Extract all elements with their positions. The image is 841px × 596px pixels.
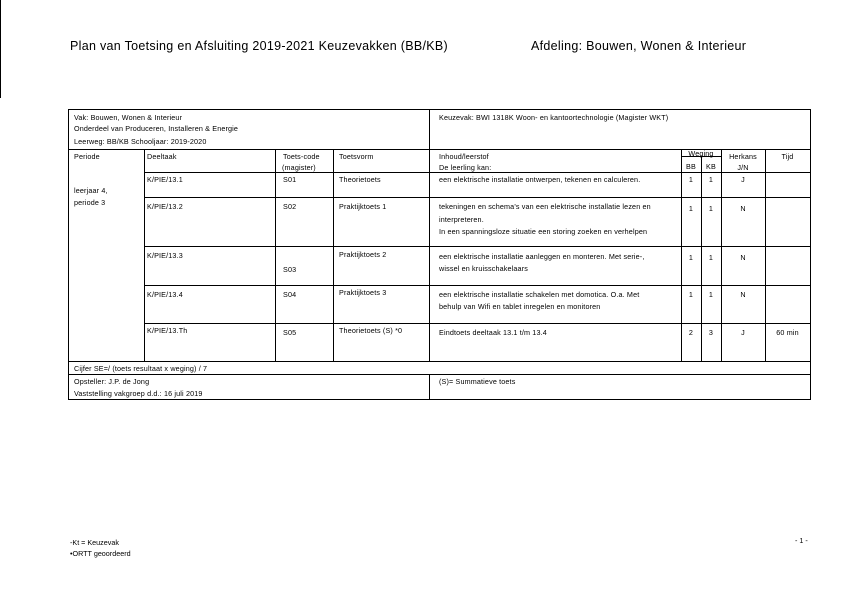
page-edge-line xyxy=(0,0,1,98)
row2-inhoud-2: interpreteren. xyxy=(439,215,484,224)
row1-deeltaak: K/PIE/13.1 xyxy=(147,175,183,184)
info-keuzevak: Keuzevak: BWI 1318K Woon- en kantoortechnologie (Magister WKT) xyxy=(439,113,669,122)
periode-line-1: leerjaar 4, xyxy=(74,186,108,195)
row1-code: S01 xyxy=(283,175,297,184)
col-inhoud: Inhoud/leerstof xyxy=(439,152,489,161)
row3-code: S03 xyxy=(283,265,297,274)
summatief-legend: (S)= Summatieve toets xyxy=(439,377,516,386)
cijfer-formula: Cijfer SE=/ (toets resultaat x weging) / 7 xyxy=(74,364,208,373)
row-divider-3 xyxy=(144,285,810,286)
periode-line-2: periode 3 xyxy=(74,198,106,207)
row2-bb: 1 xyxy=(688,204,694,213)
col-herkans: Herkans xyxy=(729,152,757,161)
row1-inhoud: een elektrische installatie ontwerpen, tekenen en calculeren. xyxy=(439,175,641,184)
col-bb: BB xyxy=(686,162,696,171)
row3-inhoud-1: een elektrische installatie aanleggen en monteren. Met serie-, xyxy=(439,252,645,261)
row5-vorm: Theorietoets (S) *0 xyxy=(339,326,403,335)
footnote-ortt: •ORTT geoordeerd xyxy=(70,549,131,558)
footnote-keuzevak: -Kt = Keuzevak xyxy=(70,538,119,547)
row5-herkans: J xyxy=(741,328,745,337)
row4-code: S04 xyxy=(283,290,297,299)
info-vak: Vak: Bouwen, Wonen & Interieur xyxy=(74,113,183,122)
row4-herkans: N xyxy=(740,290,746,299)
col-toetsvorm: Toetsvorm xyxy=(339,152,374,161)
row5-inhoud: Eindtoets deeltaak 13.1 t/m 13.4 xyxy=(439,328,547,337)
row2-code: S02 xyxy=(283,202,297,211)
row4-vorm: Praktijktoets 3 xyxy=(339,288,387,297)
page-number: - 1 - xyxy=(795,536,808,545)
opsteller: Opsteller: J.P. de Jong xyxy=(74,377,150,386)
row2-kb: 1 xyxy=(708,204,714,213)
row-divider-opsteller xyxy=(69,374,810,375)
ptа-table xyxy=(68,109,811,400)
info-leerweg: Leerweg: BB/KB Schooljaar: 2019-2020 xyxy=(74,137,207,146)
row4-deeltaak: K/PIE/13.4 xyxy=(147,290,183,299)
col-deeltaak: Deeltaak xyxy=(147,152,177,161)
col-weging: Weging xyxy=(688,149,714,158)
page-title: Plan van Toetsing en Afsluiting 2019-2021 Keuzevakken (BB/KB) xyxy=(70,39,449,53)
col-periode-divider xyxy=(144,149,145,361)
row2-herkans: N xyxy=(740,204,746,213)
row-divider-4 xyxy=(144,323,810,324)
col-code-divider xyxy=(333,149,334,361)
row1-vorm: Theorietoets xyxy=(339,175,381,184)
afdeling-title: Afdeling: Bouwen, Wonen & Interieur xyxy=(531,39,747,53)
row4-inhoud-2: behulp van Wifi en tablet inregelen en monitoren xyxy=(439,302,601,311)
row4-bb: 1 xyxy=(688,290,694,299)
row3-inhoud-2: wissel en kruisschakelaars xyxy=(439,264,528,273)
row3-bb: 1 xyxy=(688,253,694,262)
info-keuzevak-divider xyxy=(429,110,430,361)
row5-kb: 3 xyxy=(708,328,714,337)
col-deeltaak-divider xyxy=(275,149,276,361)
col-periode: Periode xyxy=(74,152,100,161)
col-toetscode: Toets-code xyxy=(283,152,320,161)
row2-inhoud-3: In een spanningsloze situatie een storing zoeken en verhelpen xyxy=(439,227,648,236)
row3-vorm: Praktijktoets 2 xyxy=(339,250,387,259)
row2-vorm: Praktijktoets 1 xyxy=(339,202,387,211)
row-divider-columns xyxy=(144,172,810,173)
row5-code: S05 xyxy=(283,328,297,337)
row-divider-cijfer xyxy=(69,361,810,362)
row3-kb: 1 xyxy=(708,253,714,262)
vaststelling: Vaststelling vakgroep d.d.: 16 juli 2019 xyxy=(74,389,203,398)
row1-herkans: J xyxy=(741,175,745,184)
row5-deeltaak: K/PIE/13.Th xyxy=(147,326,188,335)
col-magister: (magister) xyxy=(282,163,316,172)
bottom-divider xyxy=(429,374,430,400)
row1-bb: 1 xyxy=(688,175,694,184)
row2-inhoud-1: tekeningen en schema's van een elektrische installatie lezen en xyxy=(439,202,651,211)
info-onderdeel: Onderdeel van Produceren, Installeren & Energie xyxy=(74,124,239,133)
row3-deeltaak: K/PIE/13.3 xyxy=(147,251,183,260)
col-jn: J/N xyxy=(737,163,749,172)
row-divider-1 xyxy=(144,197,810,198)
col-kb: KB xyxy=(706,162,716,171)
col-tijd: Tijd xyxy=(781,152,794,161)
col-leerling: De leerling kan: xyxy=(439,163,492,172)
row5-tijd: 60 min xyxy=(776,328,799,337)
row2-deeltaak: K/PIE/13.2 xyxy=(147,202,183,211)
row4-kb: 1 xyxy=(708,290,714,299)
row4-inhoud-1: een elektrische installatie schakelen met domotica. O.a. Met xyxy=(439,290,640,299)
row1-kb: 1 xyxy=(708,175,714,184)
row-divider-2 xyxy=(144,246,810,247)
row3-herkans: N xyxy=(740,253,746,262)
row5-bb: 2 xyxy=(688,328,694,337)
